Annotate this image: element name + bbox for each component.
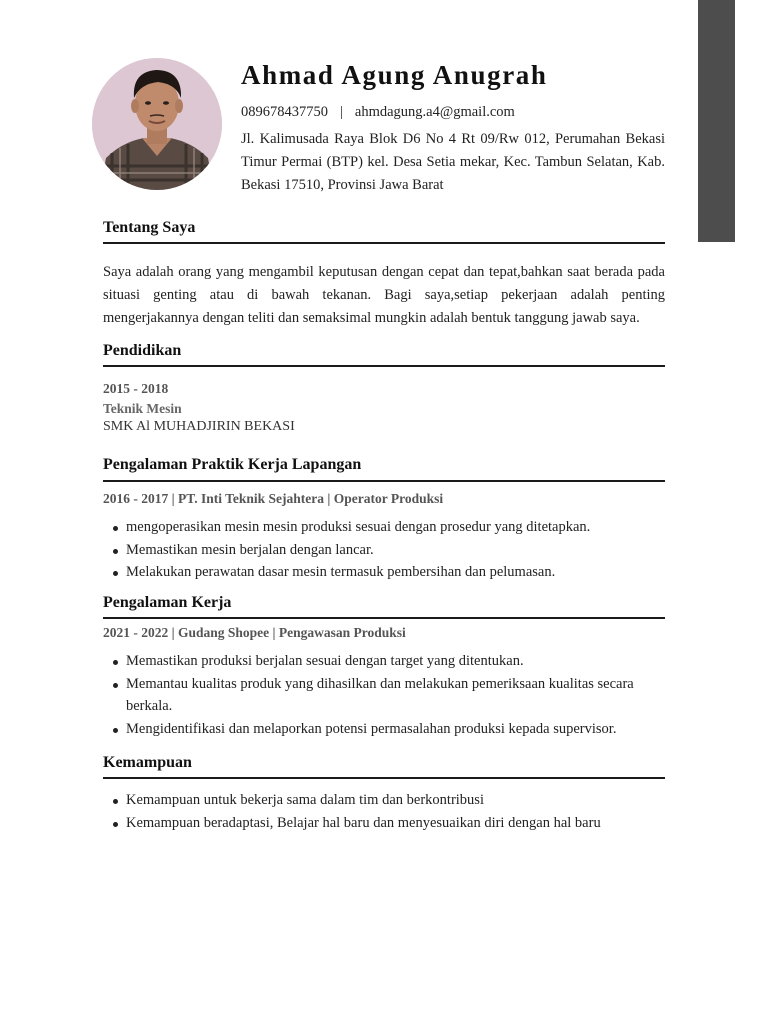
list-item: Memastikan produksi berjalan sesuai dengan target yang ditentukan.: [103, 650, 665, 673]
list-item: Kemampuan untuk bekerja sama dalam tim dan berkontribusi: [103, 789, 665, 812]
work-duties-list: [103, 650, 665, 740]
education-years: 2015 - 2018: [103, 381, 169, 396]
section-title-internship: Pengalaman Praktik Kerja Lapangan: [103, 456, 362, 473]
list-item: Mengidentifikasi dan melaporkan potensi permasalahan produksi kepada supervisor.: [103, 718, 665, 741]
contact-line: [241, 104, 515, 121]
work-header: 2021 - 2022 | Gudang Shopee | Pengawasan Produksi: [103, 625, 406, 640]
list-item: Melakukan perawatan dasar mesin termasuk pembersihan dan pelumasan.: [103, 561, 665, 584]
education-school: SMK Al MUHADJIRIN BEKASI: [103, 419, 295, 434]
education-major: Teknik Mesin: [103, 401, 182, 416]
home-address: Jl. Kalimusada Raya Blok D6 No 4 Rt 09/Rw 012, Perumahan Bekasi Timur Permai (BTP) kel. Desa Setia mekar, Kec. Tambun Selatan, Kab. Bekasi 17510, Provinsi Jawa Barat: [241, 131, 665, 193]
profile-photo: [92, 58, 222, 190]
section-title-skills: Kemampuan: [103, 754, 192, 771]
section-title-work: Pengalaman Kerja: [103, 594, 232, 611]
full-name: Ahmad Agung Anugrah: [241, 60, 548, 90]
email-address: ahmdagung.a4@gmail.com: [354, 104, 515, 120]
internship-header: 2016 - 2017 | PT. Inti Teknik Sejahtera | Operator Produksi: [103, 491, 444, 506]
phone-number: 089678437750: [241, 104, 328, 120]
list-item: Memastikan mesin berjalan dengan lancar.: [103, 539, 665, 562]
contact-separator: |: [340, 104, 343, 120]
internship-duties-list: [103, 516, 665, 584]
section-divider: [103, 480, 665, 482]
section-title-education: Pendidikan: [103, 342, 182, 359]
list-item: Memantau kualitas produk yang dihasilkan dan melakukan pemeriksaan kualitas secara berkala.: [103, 673, 665, 718]
about-text: Saya adalah orang yang mengambil keputusan dengan cepat dan tepat,bahkan saat berada pada situasi genting atau di bawah tekanan. Bagi saya,setiap pekerjaan adalah penting mengerjakannya dengan teliti dan semaksimal mungkin adalah bentuk tanggung jawab saya.: [103, 264, 665, 326]
list-item: Kemampuan beradaptasi, Belajar hal baru dan menyesuaikan diri dengan hal baru: [103, 812, 665, 835]
section-divider: [103, 365, 665, 367]
section-divider: [103, 617, 665, 619]
section-divider: [103, 242, 665, 244]
section-title-about: Tentang Saya: [103, 219, 196, 236]
skills-list: [103, 789, 665, 834]
list-item: mengoperasikan mesin mesin produksi sesuai dengan prosedur yang ditetapkan.: [103, 516, 665, 539]
side-bar-decoration: [698, 0, 735, 242]
section-divider: [103, 777, 665, 779]
